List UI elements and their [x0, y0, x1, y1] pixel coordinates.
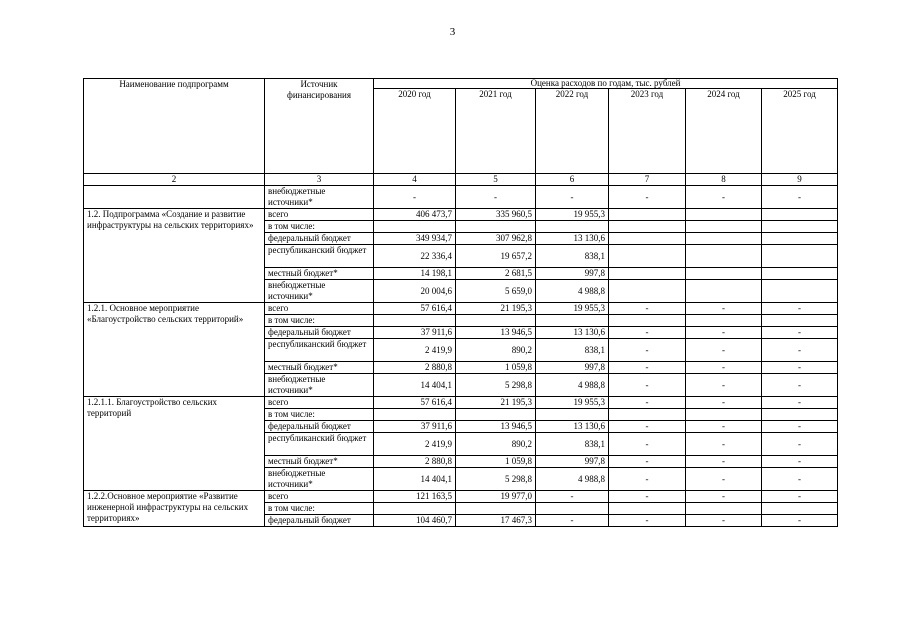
value-cell-2024: - — [686, 468, 762, 491]
value-cell-2023: - — [609, 468, 686, 491]
value-cell-2022: 13 130,6 — [536, 233, 609, 245]
value-cell-2025 — [762, 221, 838, 233]
value-cell-2025: - — [762, 421, 838, 433]
table-row — [84, 186, 838, 209]
value-cell-2020: 14 404,1 — [374, 468, 456, 491]
value-cell-2024: - — [686, 515, 762, 527]
value-cell-2020: 2 419,9 — [374, 433, 456, 456]
value-cell-2022 — [536, 221, 609, 233]
value-cell-2024: - — [686, 303, 762, 315]
value-cell-2022: - — [536, 491, 609, 503]
funding-source-cell: всего — [265, 397, 374, 409]
value-cell-2024 — [686, 315, 762, 327]
value-cell-2021: 21 195,3 — [456, 303, 536, 315]
value-cell-2021: 1 059,8 — [456, 456, 536, 468]
value-cell-2020: 121 163,5 — [374, 491, 456, 503]
value-cell-2023: - — [609, 303, 686, 315]
funding-source-cell: в том числе: — [265, 221, 374, 233]
value-cell-2025 — [762, 233, 838, 245]
value-cell-2024: - — [686, 421, 762, 433]
col-num: 5 — [456, 174, 536, 186]
year-2021: 2021 год — [456, 89, 536, 174]
value-cell-2021: 335 960,5 — [456, 209, 536, 221]
value-cell-2023 — [609, 280, 686, 303]
value-cell-2020: 37 911,6 — [374, 327, 456, 339]
funding-source-cell: в том числе: — [265, 409, 374, 421]
value-cell-2023 — [609, 245, 686, 268]
subprogram-name-cell: 1.2.2.Основное мероприятие «Развитие инженерной инфраструктуры на сельских территориях» — [84, 491, 265, 527]
funding-source-cell: внебюджетные источники* — [265, 468, 374, 491]
value-cell-2022: 838,1 — [536, 433, 609, 456]
value-cell-2024 — [686, 245, 762, 268]
value-cell-2023: - — [609, 515, 686, 527]
value-cell-2023: - — [609, 327, 686, 339]
value-cell-2025: - — [762, 374, 838, 397]
value-cell-2025: - — [762, 362, 838, 374]
value-cell-2021 — [456, 221, 536, 233]
value-cell-2021: 890,2 — [456, 433, 536, 456]
value-cell-2025: - — [762, 339, 838, 362]
value-cell-2025 — [762, 209, 838, 221]
value-cell-2022: 4 988,8 — [536, 374, 609, 397]
funding-source-cell: местный бюджет* — [265, 456, 374, 468]
value-cell-2024 — [686, 280, 762, 303]
value-cell-2022: 997,8 — [536, 456, 609, 468]
value-cell-2021: 2 681,5 — [456, 268, 536, 280]
value-cell-2024 — [686, 221, 762, 233]
value-cell-2024: - — [686, 433, 762, 456]
value-cell-2021: 19 977,0 — [456, 491, 536, 503]
value-cell-2020: 2 880,8 — [374, 362, 456, 374]
funding-source-cell: федеральный бюджет — [265, 327, 374, 339]
value-cell-2022: 997,8 — [536, 268, 609, 280]
value-cell-2023: - — [609, 186, 686, 209]
value-cell-2025 — [762, 280, 838, 303]
value-cell-2025: - — [762, 468, 838, 491]
year-2020: 2020 год — [374, 89, 456, 174]
funding-source-cell: федеральный бюджет — [265, 515, 374, 527]
year-2024: 2024 год — [686, 89, 762, 174]
value-cell-2024 — [686, 503, 762, 515]
funding-source-cell: федеральный бюджет — [265, 421, 374, 433]
value-cell-2022: - — [536, 515, 609, 527]
col-num: 9 — [762, 174, 838, 186]
budget-table — [83, 78, 838, 527]
funding-source-cell: республиканский бюджет — [265, 339, 374, 362]
value-cell-2020: 406 473,7 — [374, 209, 456, 221]
value-cell-2021: 21 195,3 — [456, 397, 536, 409]
value-cell-2022: 838,1 — [536, 245, 609, 268]
value-cell-2022: 19 955,3 — [536, 209, 609, 221]
value-cell-2024 — [686, 233, 762, 245]
value-cell-2024: - — [686, 339, 762, 362]
funding-source-cell: внебюджетные источники* — [265, 280, 374, 303]
value-cell-2023 — [609, 409, 686, 421]
value-cell-2023 — [609, 233, 686, 245]
value-cell-2020: 22 336,4 — [374, 245, 456, 268]
value-cell-2022: - — [536, 186, 609, 209]
value-cell-2025 — [762, 315, 838, 327]
funding-source-cell: в том числе: — [265, 503, 374, 515]
value-cell-2020: - — [374, 186, 456, 209]
value-cell-2023 — [609, 315, 686, 327]
value-cell-2021: 19 657,2 — [456, 245, 536, 268]
value-cell-2022 — [536, 315, 609, 327]
value-cell-2023 — [609, 503, 686, 515]
value-cell-2023: - — [609, 456, 686, 468]
funding-source-cell: федеральный бюджет — [265, 233, 374, 245]
funding-source-cell: республиканский бюджет — [265, 245, 374, 268]
value-cell-2020: 349 934,7 — [374, 233, 456, 245]
subprogram-name-cell — [84, 186, 265, 209]
value-cell-2020 — [374, 221, 456, 233]
value-cell-2025 — [762, 245, 838, 268]
value-cell-2024: - — [686, 327, 762, 339]
value-cell-2020: 2 880,8 — [374, 456, 456, 468]
value-cell-2020: 14 198,1 — [374, 268, 456, 280]
value-cell-2020 — [374, 503, 456, 515]
value-cell-2025: - — [762, 433, 838, 456]
value-cell-2021: 1 059,8 — [456, 362, 536, 374]
subprogram-name-cell: 1.2.1.1. Благоустройство сельских территорий — [84, 397, 265, 491]
funding-source-cell: всего — [265, 491, 374, 503]
header-row-1 — [84, 79, 838, 89]
value-cell-2024 — [686, 409, 762, 421]
value-cell-2023: - — [609, 374, 686, 397]
value-cell-2021: 5 298,8 — [456, 374, 536, 397]
col-num: 6 — [536, 174, 609, 186]
value-cell-2022: 997,8 — [536, 362, 609, 374]
value-cell-2021: 13 946,5 — [456, 421, 536, 433]
value-cell-2020: 2 419,9 — [374, 339, 456, 362]
value-cell-2024 — [686, 268, 762, 280]
value-cell-2021 — [456, 315, 536, 327]
value-cell-2020: 37 911,6 — [374, 421, 456, 433]
value-cell-2020: 20 004,6 — [374, 280, 456, 303]
value-cell-2024: - — [686, 362, 762, 374]
value-cell-2023: - — [609, 433, 686, 456]
header-row-numbers — [84, 174, 838, 186]
value-cell-2021 — [456, 503, 536, 515]
value-cell-2020 — [374, 409, 456, 421]
table-row — [84, 209, 838, 221]
value-cell-2025 — [762, 268, 838, 280]
value-cell-2023: - — [609, 421, 686, 433]
funding-source-cell: местный бюджет* — [265, 268, 374, 280]
value-cell-2025: - — [762, 186, 838, 209]
value-cell-2024: - — [686, 491, 762, 503]
col-num: 7 — [609, 174, 686, 186]
year-2023: 2023 год — [609, 89, 686, 174]
page-number: 3 — [449, 26, 456, 38]
funding-source-cell: республиканский бюджет — [265, 433, 374, 456]
value-cell-2022: 4 988,8 — [536, 468, 609, 491]
value-cell-2025: - — [762, 515, 838, 527]
funding-source-cell: всего — [265, 209, 374, 221]
year-2022: 2022 год — [536, 89, 609, 174]
value-cell-2023 — [609, 268, 686, 280]
value-cell-2022: 13 130,6 — [536, 421, 609, 433]
value-cell-2021: 5 298,8 — [456, 468, 536, 491]
col-num: 8 — [686, 174, 762, 186]
header-source-cell: Источник финансирования — [265, 79, 374, 174]
value-cell-2020 — [374, 315, 456, 327]
value-cell-2021: 5 659,0 — [456, 280, 536, 303]
value-cell-2023: - — [609, 397, 686, 409]
value-cell-2023: - — [609, 339, 686, 362]
header-estimate-cell: Оценка расходов по годам, тыс. рублей — [374, 79, 838, 89]
value-cell-2022: 19 955,3 — [536, 303, 609, 315]
value-cell-2021: 890,2 — [456, 339, 536, 362]
value-cell-2022: 838,1 — [536, 339, 609, 362]
value-cell-2025 — [762, 409, 838, 421]
value-cell-2023: - — [609, 491, 686, 503]
value-cell-2020: 14 404,1 — [374, 374, 456, 397]
value-cell-2024: - — [686, 374, 762, 397]
value-cell-2021 — [456, 409, 536, 421]
value-cell-2020: 104 460,7 — [374, 515, 456, 527]
value-cell-2023 — [609, 221, 686, 233]
value-cell-2025: - — [762, 327, 838, 339]
value-cell-2020: 57 616,4 — [374, 303, 456, 315]
value-cell-2022 — [536, 409, 609, 421]
table-row — [84, 491, 838, 503]
col-num: 3 — [265, 174, 374, 186]
value-cell-2022: 4 988,8 — [536, 280, 609, 303]
table-row — [84, 303, 838, 315]
value-cell-2025: - — [762, 303, 838, 315]
value-cell-2025: - — [762, 456, 838, 468]
value-cell-2022: 19 955,3 — [536, 397, 609, 409]
value-cell-2021: - — [456, 186, 536, 209]
header-name-cell: Наименование подпрограмм — [84, 79, 265, 174]
value-cell-2020: 57 616,4 — [374, 397, 456, 409]
table-row — [84, 397, 838, 409]
value-cell-2021: 13 946,5 — [456, 327, 536, 339]
subprogram-name-cell: 1.2.1. Основное мероприятие «Благоустройство сельских территорий» — [84, 303, 265, 397]
col-num: 4 — [374, 174, 456, 186]
value-cell-2024: - — [686, 456, 762, 468]
value-cell-2025: - — [762, 397, 838, 409]
value-cell-2021: 307 962,8 — [456, 233, 536, 245]
table-body — [84, 186, 838, 527]
value-cell-2022: 13 130,6 — [536, 327, 609, 339]
value-cell-2024 — [686, 209, 762, 221]
value-cell-2025 — [762, 503, 838, 515]
value-cell-2022 — [536, 503, 609, 515]
funding-source-cell: внебюджетные источники* — [265, 186, 374, 209]
funding-source-cell: в том числе: — [265, 315, 374, 327]
year-2025: 2025 год — [762, 89, 838, 174]
col-num: 2 — [84, 174, 265, 186]
value-cell-2024: - — [686, 397, 762, 409]
funding-source-cell: всего — [265, 303, 374, 315]
value-cell-2023 — [609, 209, 686, 221]
value-cell-2021: 17 467,3 — [456, 515, 536, 527]
subprogram-name-cell: 1.2. Подпрограмма «Создание и развитие инфраструктуры на сельских территориях» — [84, 209, 265, 303]
funding-source-cell: местный бюджет* — [265, 362, 374, 374]
value-cell-2023: - — [609, 362, 686, 374]
value-cell-2025: - — [762, 491, 838, 503]
value-cell-2024: - — [686, 186, 762, 209]
funding-source-cell: внебюджетные источники* — [265, 374, 374, 397]
